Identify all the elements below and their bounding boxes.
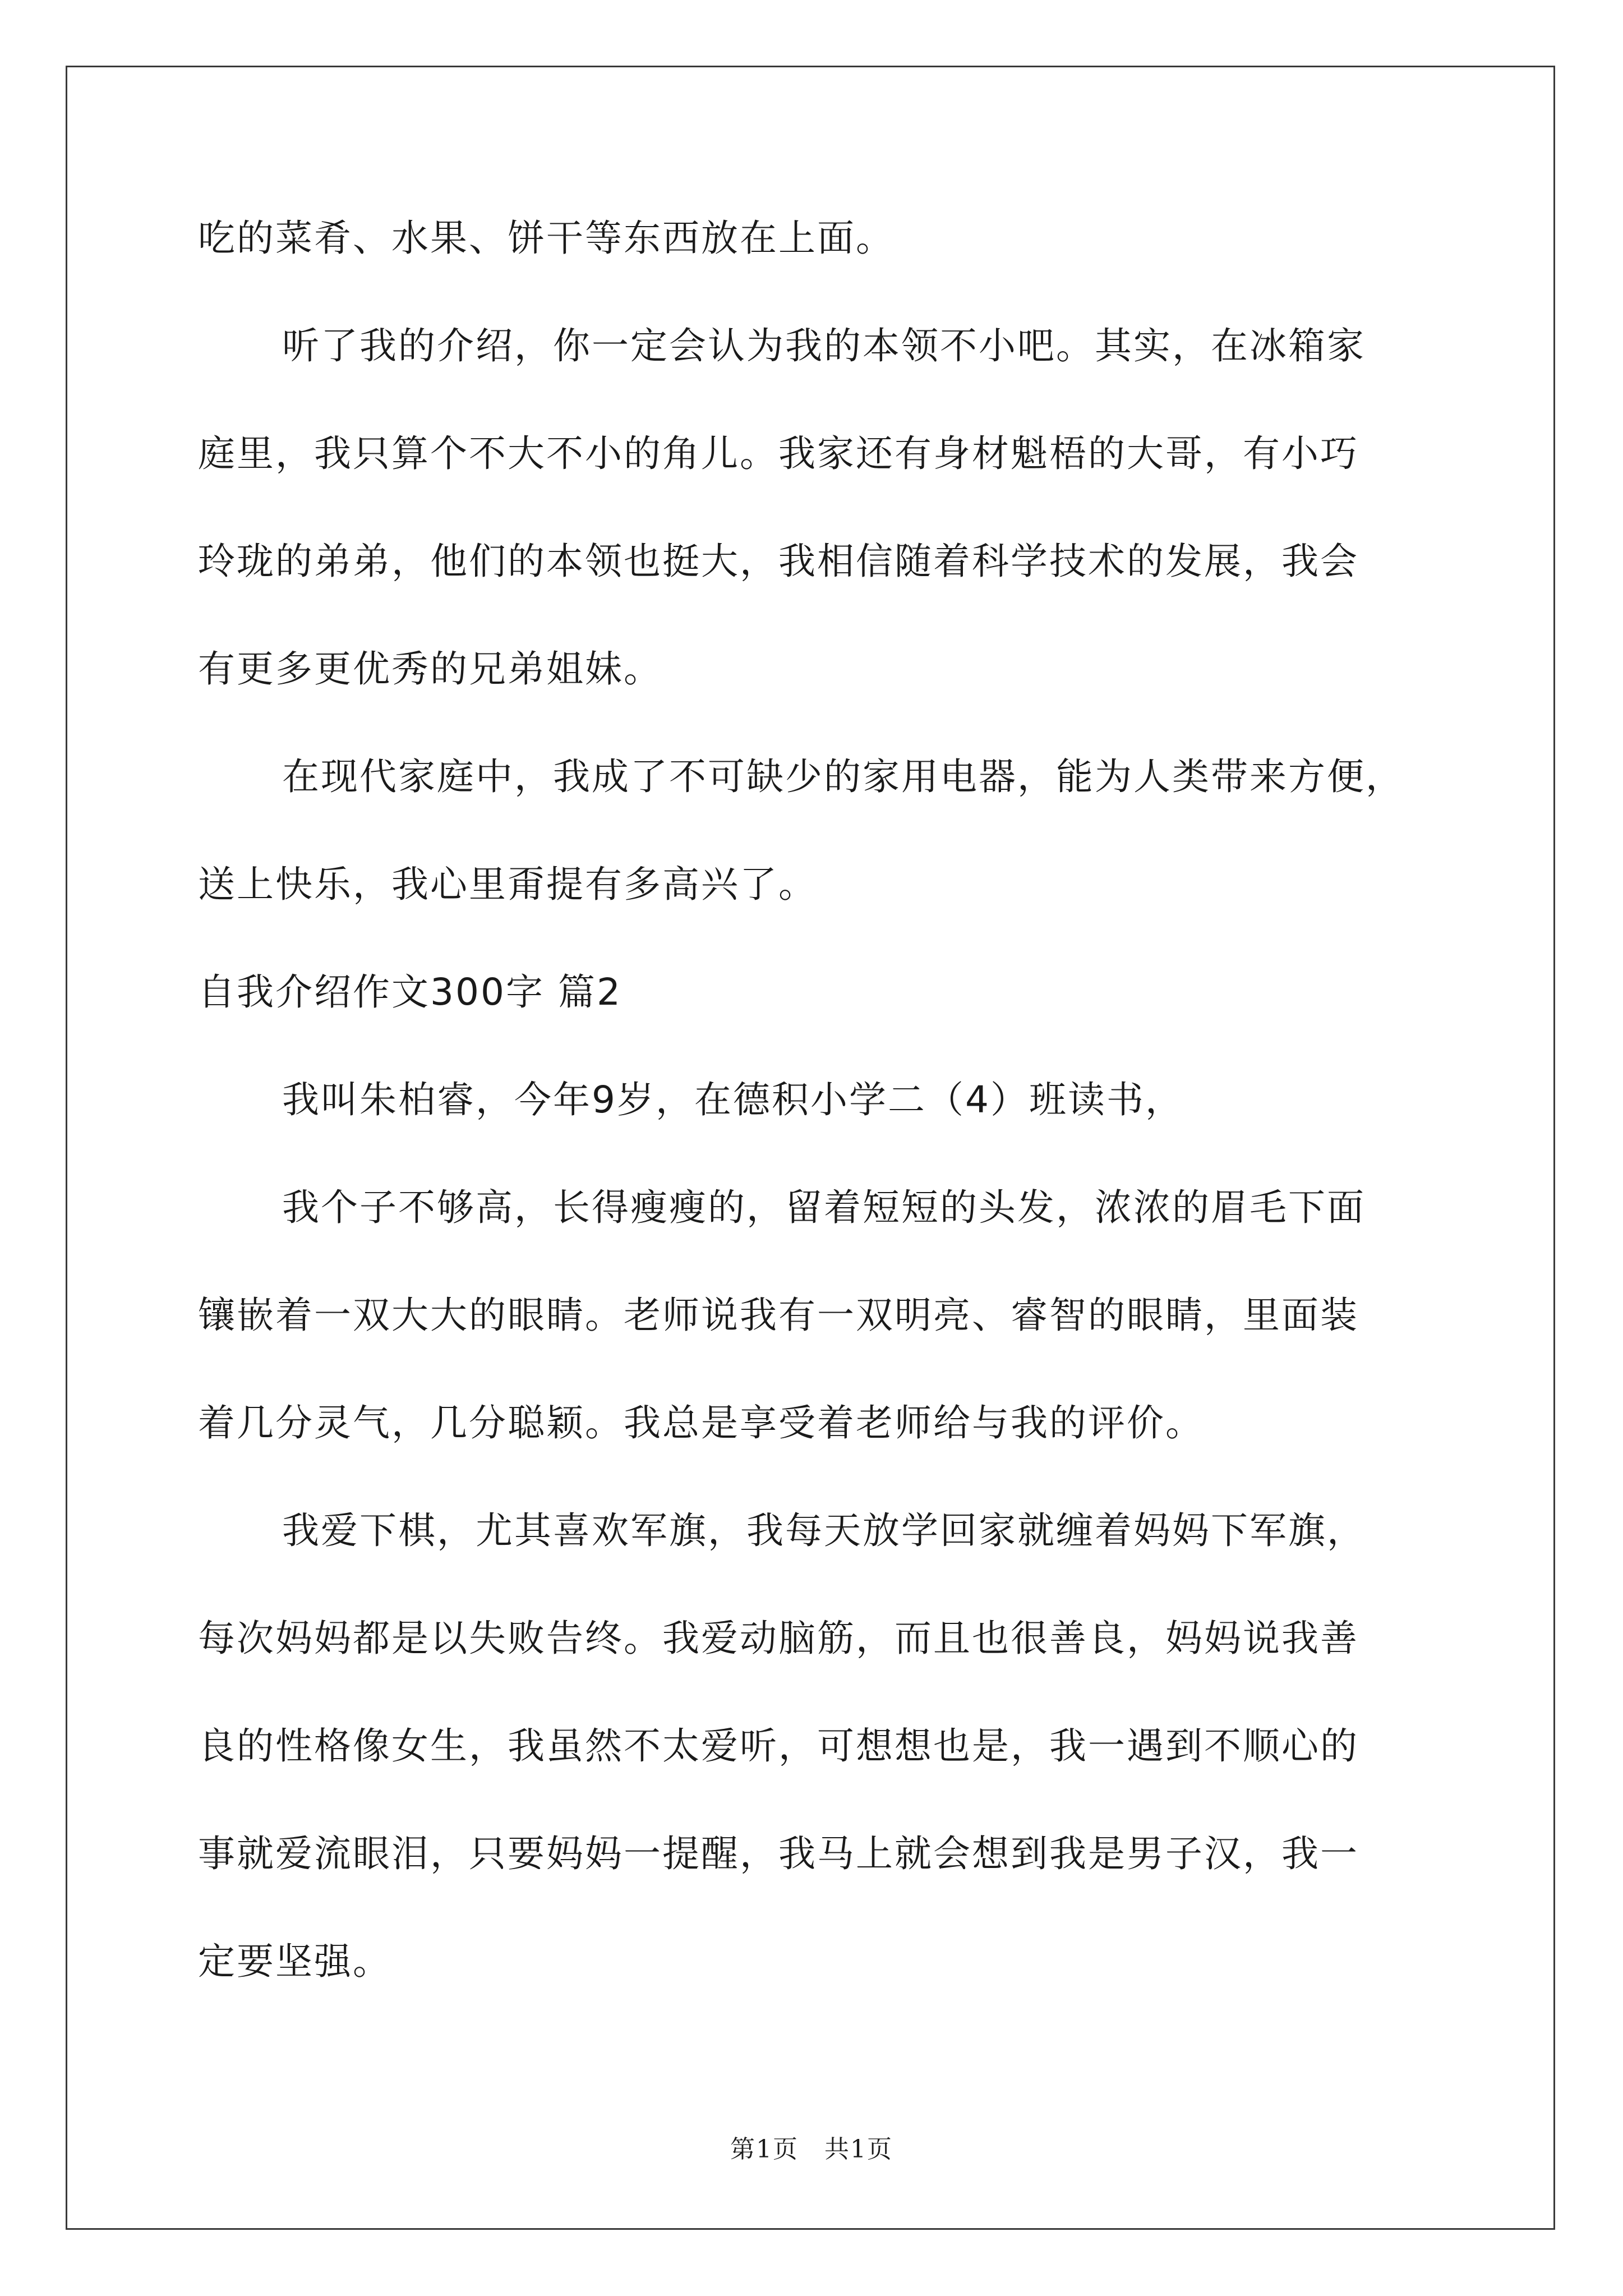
paragraph-start: 听了我的介绍，你一定会认为我的本领不小吧。其实，在冰箱家 <box>282 324 1366 367</box>
text-line: 吃的菜肴、水果、饼干等东西放在上面。 <box>198 217 895 260</box>
text-line: 镶嵌着一双大大的眼睛。老师说我有一双明亮、睿智的眼睛，里面装 <box>198 1294 1359 1337</box>
text-line: 送上快乐，我心里甭提有多高兴了。 <box>198 863 817 906</box>
text-line: 事就爱流眼泪，只要妈妈一提醒，我马上就会想到我是男子汉，我一 <box>198 1832 1359 1875</box>
text-line: 庭里，我只算个不大不小的角儿。我家还有身材魁梧的大哥，有小巧 <box>198 432 1359 475</box>
paragraph-start: 我叫朱柏睿，今年9岁，在德积小学二（4）班读书， <box>282 1078 1184 1121</box>
text-line: 有更多更优秀的兄弟姐妹。 <box>198 647 662 691</box>
section-heading: 自我介绍作文300字 篇2 <box>198 970 622 1014</box>
paragraph-start: 在现代家庭中，我成了不可缺少的家用电器，能为人类带来方便， <box>282 755 1404 798</box>
page-border <box>66 66 1555 2230</box>
page-footer: 第1页 共1页 <box>730 2135 893 2164</box>
paragraph-start: 我爱下棋，尤其喜欢军旗，我每天放学回家就缠着妈妈下军旗， <box>282 1509 1366 1552</box>
text-line: 良的性格像女生，我虽然不太爱听，可想想也是，我一遇到不顺心的 <box>198 1724 1359 1768</box>
text-line: 每次妈妈都是以失败告终。我爱动脑筋，而且也很善良，妈妈说我善 <box>198 1617 1359 1660</box>
paragraph-start: 我个子不够高，长得瘦瘦的，留着短短的头发，浓浓的眉毛下面 <box>282 1186 1366 1229</box>
text-line: 玲珑的弟弟，他们的本领也挺大，我相信随着科学技术的发展，我会 <box>198 540 1359 583</box>
text-line: 着几分灵气，几分聪颖。我总是享受着老师给与我的评价。 <box>198 1401 1204 1444</box>
text-line: 定要坚强。 <box>198 1940 391 1983</box>
